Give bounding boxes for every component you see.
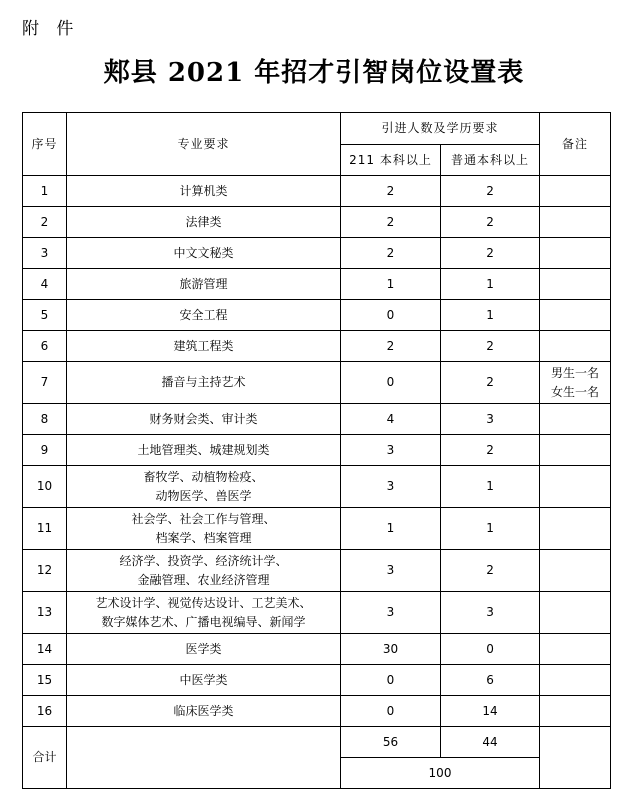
row-regular-count: 1: [441, 466, 540, 508]
header-regular: 普通本科以上: [441, 145, 540, 176]
major-line: 播音与主持艺术: [161, 375, 246, 389]
major-line: 财务财会类、审计类: [149, 411, 258, 426]
row-seq: 10: [23, 466, 67, 508]
row-211-count: 30: [341, 634, 441, 665]
row-major: [67, 300, 341, 331]
major-line: 土地管理类、城建规划类: [137, 442, 270, 457]
document-title: 郏县 2021 年招才引智岗位设置表: [103, 58, 525, 88]
row-211-count: 4: [341, 404, 441, 435]
row-211-count: 0: [341, 362, 441, 404]
row-major: [67, 207, 341, 238]
row-regular-count: 1: [441, 508, 540, 550]
row-seq: 2: [23, 207, 67, 238]
major-line: 旅游管理: [179, 276, 228, 291]
table-row: [23, 665, 611, 696]
row-seq: 16: [23, 696, 67, 727]
row-major: [67, 592, 341, 634]
major-line: 动物医学、兽医学: [155, 488, 252, 503]
total-label: 合计: [23, 727, 67, 789]
row-note: [540, 362, 611, 404]
major-line: 安全工程: [179, 307, 228, 322]
major-line: 社会学、社会工作与管理、: [131, 511, 276, 526]
row-seq: 11: [23, 508, 67, 550]
row-note: [540, 550, 611, 592]
row-note: [540, 665, 611, 696]
table-row: [23, 435, 611, 466]
row-211-count: 0: [341, 300, 441, 331]
table-row: [23, 300, 611, 331]
row-211-count: 3: [341, 435, 441, 466]
row-major: [67, 550, 341, 592]
table-row: [23, 592, 611, 634]
major-line: 中文文秘类: [173, 245, 234, 260]
row-major: [67, 665, 341, 696]
row-note: [540, 435, 611, 466]
major-line: 法律类: [185, 214, 222, 229]
row-note: [540, 238, 611, 269]
row-211-count: 3: [341, 466, 441, 508]
row-major: [67, 331, 341, 362]
position-table: [22, 112, 611, 789]
table-row: [23, 508, 611, 550]
row-seq: 15: [23, 665, 67, 696]
row-seq: 3: [23, 238, 67, 269]
row-note: [540, 300, 611, 331]
total-211: 56: [341, 727, 441, 758]
row-regular-count: 2: [441, 435, 540, 466]
major-line: 畜牧学、动植物检疫、: [143, 469, 264, 484]
header-211: 211 本科以上: [341, 145, 441, 176]
row-major: [67, 362, 341, 404]
row-211-count: 2: [341, 238, 441, 269]
major-line: 金融管理、农业经济管理: [137, 572, 270, 587]
row-major: [67, 269, 341, 300]
row-note: [540, 176, 611, 207]
header-quota: 引进人数及学历要求: [341, 113, 540, 145]
row-note: [540, 592, 611, 634]
row-major: [67, 176, 341, 207]
row-211-count: 2: [341, 176, 441, 207]
major-line: 计算机类: [179, 183, 228, 198]
major-line: 数字媒体艺术、广播电视编导、新闻学: [101, 614, 306, 629]
row-regular-count: 2: [441, 238, 540, 269]
table-row: [23, 696, 611, 727]
row-note: [540, 696, 611, 727]
row-seq: 6: [23, 331, 67, 362]
row-note: [540, 404, 611, 435]
row-211-count: 2: [341, 207, 441, 238]
row-seq: 12: [23, 550, 67, 592]
row-211-count: 3: [341, 550, 441, 592]
row-major: [67, 466, 341, 508]
header-seq: 序号: [23, 113, 67, 176]
row-regular-count: 3: [441, 592, 540, 634]
row-regular-count: 3: [441, 404, 540, 435]
row-seq: 1: [23, 176, 67, 207]
row-major: [67, 508, 341, 550]
row-regular-count: 1: [441, 269, 540, 300]
major-line: 建筑工程类: [173, 338, 234, 353]
major-line: 临床医学类: [173, 703, 234, 718]
attachment-label: 附 件: [22, 19, 80, 39]
row-regular-count: 6: [441, 665, 540, 696]
major-line: 档案学、档案管理: [155, 530, 252, 545]
row-note: [540, 331, 611, 362]
row-regular-count: 1: [441, 300, 540, 331]
total-note-empty: [540, 727, 611, 789]
row-211-count: 2: [341, 331, 441, 362]
total-major-empty: [67, 727, 341, 789]
row-note: [540, 269, 611, 300]
row-major: [67, 238, 341, 269]
row-major: [67, 696, 341, 727]
row-regular-count: 0: [441, 634, 540, 665]
table-row: [23, 404, 611, 435]
row-seq: 14: [23, 634, 67, 665]
note-line: 女生一名: [551, 384, 600, 399]
row-note: [540, 508, 611, 550]
major-line: 艺术设计学、视觉传达设计、工艺美术、: [95, 595, 312, 610]
row-211-count: 1: [341, 508, 441, 550]
total-row: [23, 727, 611, 758]
header-note: 备注: [540, 113, 611, 176]
row-seq: 9: [23, 435, 67, 466]
row-major: [67, 634, 341, 665]
row-regular-count: 2: [441, 331, 540, 362]
table-row: [23, 331, 611, 362]
row-211-count: 3: [341, 592, 441, 634]
row-seq: 4: [23, 269, 67, 300]
row-regular-count: 2: [441, 207, 540, 238]
row-major: [67, 435, 341, 466]
row-seq: 5: [23, 300, 67, 331]
table-row: [23, 550, 611, 592]
header-major: 专业要求: [67, 113, 341, 176]
table-row: [23, 634, 611, 665]
table-row: [23, 466, 611, 508]
major-line: 中医学类: [179, 672, 228, 687]
table-row: [23, 207, 611, 238]
row-regular-count: 2: [441, 550, 540, 592]
major-line: 医学类: [185, 641, 222, 656]
total-sum: 100: [341, 758, 540, 789]
total-regular: 44: [441, 727, 540, 758]
table-row: [23, 238, 611, 269]
row-note: [540, 634, 611, 665]
row-note: [540, 207, 611, 238]
row-211-count: 0: [341, 696, 441, 727]
table-row: [23, 176, 611, 207]
row-seq: 7: [23, 362, 67, 404]
note-line: 男生一名: [551, 365, 600, 380]
row-seq: 13: [23, 592, 67, 634]
major-line: 经济学、投资学、经济统计学、: [119, 553, 288, 568]
row-note: [540, 466, 611, 508]
table-row: [23, 269, 611, 300]
row-211-count: 0: [341, 665, 441, 696]
row-regular-count: 2: [441, 176, 540, 207]
table-row: [23, 362, 611, 404]
row-211-count: 1: [341, 269, 441, 300]
row-regular-count: 14: [441, 696, 540, 727]
row-regular-count: 2: [441, 362, 540, 404]
row-major: [67, 404, 341, 435]
row-seq: 8: [23, 404, 67, 435]
